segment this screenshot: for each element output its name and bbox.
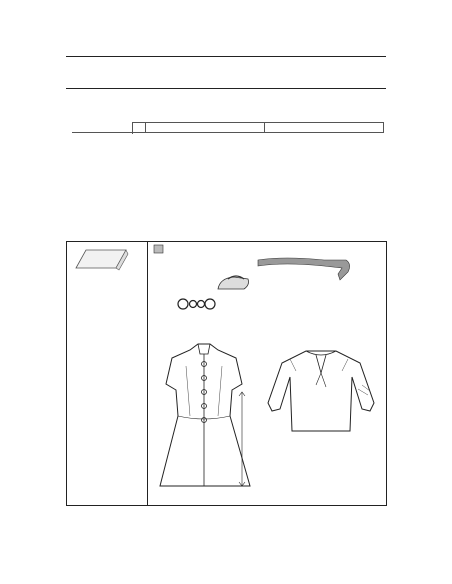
- header-rule: [66, 56, 386, 57]
- size-header-label: [72, 123, 133, 133]
- interfacing-swatch-icon: [152, 243, 166, 255]
- view-b-drawing: [262, 345, 380, 445]
- panel-divider: [147, 241, 148, 506]
- frog-closure-icon: [175, 295, 217, 313]
- size-table: [72, 122, 384, 133]
- section-rule: [66, 88, 386, 89]
- fabric-icon: [72, 246, 132, 272]
- view-a-drawing: [150, 336, 258, 501]
- tape-icon: [254, 252, 354, 282]
- size-header-unit: [133, 123, 146, 133]
- iron-icon: [214, 273, 254, 295]
- width-header-140: [265, 123, 384, 133]
- width-header-114: [146, 123, 265, 133]
